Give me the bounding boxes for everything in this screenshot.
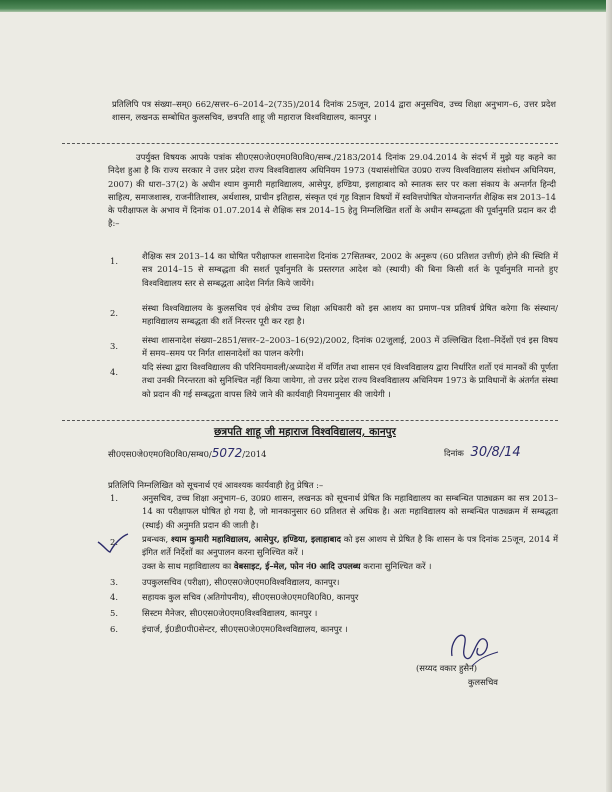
date-label: दिनांक — [444, 448, 464, 458]
copy-reference-line: प्रतिलिपि पत्र संख्या–सम्0 662/सत्तर–6–2014–2(735)/2014 दिनांक 25जून, 2014 द्वारा अनुसचिव, उच्च शिक्षा अनुभाग–6, उत्तर प्रदेश शासन, लखनऊ सम्बोधित कुलसचिव, छत्रपति शाहू जी महाराज विश्वविद्यालय, कानपुर । — [112, 99, 556, 123]
university-heading: छत्रपति शाहू जी महाराज विश्वविद्यालय, कानपुर — [214, 426, 396, 438]
check-mark-icon — [96, 532, 130, 554]
signatory-name: (सय्यद वकार हुसैन) — [416, 663, 478, 673]
copy-item-number: 1. — [110, 493, 118, 503]
date-line — [444, 446, 521, 460]
copy-item-number: 6. — [110, 624, 118, 634]
website-email-phone: वेबसाइट, ई–मेल, फोन नं0 आदि उपलब्ध — [233, 561, 361, 571]
copy-item-number: 4. — [110, 592, 118, 602]
top-green-band — [0, 0, 612, 12]
condition-number: 3. — [110, 341, 118, 351]
condition-number: 2. — [110, 308, 118, 318]
copy-item-number: 3. — [110, 577, 118, 587]
copy-item-rest: को इस आशय से प्रेषित है कि शासन के पत्र दिनांक 25जून, 2014 में इंगित शर्ते निर्देशों का अनुपालन करना सुनिश्चित करें । — [142, 534, 558, 558]
copy-item-text: इंचार्ज, ई0डी0पी0सेन्टर, सी0एस0जे0एम0विश्वविद्यालय, कानपुर । — [142, 624, 348, 634]
copy-item-prefix: उक्त के साथ महाविद्यालय का — [142, 561, 234, 571]
letter-number-year: /2014 — [242, 449, 267, 459]
signatory-title: कुलसचिव — [468, 677, 498, 687]
copy-item-text — [142, 560, 558, 573]
copy-item-number: 5. — [110, 608, 118, 618]
copy-item-text — [142, 533, 558, 560]
condition-text: संस्था शासनादेश संख्या–2851/सत्तर–2–2003–16(92)/2002, दिनांक 02जुलाई, 2003 में उल्लिखित दिशा–निर्देशों एवं इस विषय में समय–समय पर निर्गत शासनादेशों का पालन करेगी। — [142, 335, 558, 359]
copy-item-text: अनुसचिव, उच्च शिक्षा अनुभाग–6, उ0प्र0 शासन, लखनऊ को सूचनार्थ प्रेषित कि महाविद्यालय का सम्बन्धित पाठ्यक्रम का सत्र 2013–14 का परीक्षाफल घोषित हो गया है, जो मानकानुसार 60 प्रतिशत से अधिक है। अतः महाविद्यालय को सम्बन्धित पाठ्यक्रम में सम्बद्धता (स्थाई) की अनुमति प्रदान की जाती है। — [142, 493, 558, 530]
separator-middle — [62, 420, 558, 421]
copy-item-text: उपकुलसचिव (परीक्षा), सी0एस0जे0एम0विश्वविद्यालय, कानपुर। — [142, 577, 340, 587]
copy-item-prefix: प्रबन्धक, — [142, 534, 171, 544]
condition-number: 4. — [110, 367, 118, 377]
copy-item-text: सिस्टम मैनेजर, सी0एस0जे0एम0विश्वविद्यालय, कानपुर । — [142, 608, 318, 618]
date-handwritten: 30/8/14 — [470, 445, 521, 460]
condition-text: शैक्षिक सत्र 2013–14 का घोषित परीक्षाफल शासनादेश दिनांक 27सितम्बर, 2002 के अनुरूप (60 प्रतिशत उत्तीर्ण) होने की स्थिति में सत्र 2014–15 से सम्बद्धता की सशर्त पूर्वानुमति के प्रस्तरगत आदेश को (स्थायी) की बिना किसी शर्त के पूर्वानुमति मानते हुए विश्वविद्यालय स्तर से सम्बद्धता आदेश निर्गत किये जायेंगे। — [142, 251, 558, 288]
condition-text: यदि संस्था द्वारा विश्वविद्यालय की परिनियमावली/अध्यादेश में वर्णित तथा शासन एवं विश्वविद्यालय द्वारा निर्धारित शर्तो एवं मानकों की पूर्णता तथा उनकी निरन्तरता को सुनिश्चित नहीं किया जायेगा, तो उत्तर प्रदेश राज्य विश्वविद्यालय अधिनियम 1973 के प्राविधानों के अंतर्गत संस्था को प्रदान की गई सम्बद्धता वापस लिये जाने की कार्यवाही नियमानुसार की जायेगी । — [142, 362, 558, 399]
copy-item-text: सहायक कुल सचिव (अतिगोपनीय), सी0एस0जे0एम0वि0वि0, कानपुर — [142, 592, 359, 602]
college-name: श्याम कुमारी महाविद्यालय, आसेपुर, हण्डिया, इलाहाबाद — [170, 534, 341, 544]
copy-intro: प्रतिलिपि निम्नलिखित को सूचनार्थ एवं आवश्यक कार्यवाही हेतु प्रेषित :– — [108, 480, 324, 490]
condition-number: 1. — [110, 256, 118, 266]
intro-paragraph: उपर्युक्त विषयक आपके पत्रांक सी0एस0जे0एम0वि0वि0/सम्ब./2183/2014 दिनांक 29.04.2014 के संदर्भ में मुझे यह कहने का निदेश हुआ है कि राज्य सरकार ने उत्तर प्रदेश राज्य विश्वविद्यालय अधिनियम 1973 (यथासंशोधित उ0प्र0 राज्य विश्वविद्यालय संशोधन अधिनियम, 2007) की धारा–37(2) के अधीन श्याम कुमारी महाविद्यालय, आसेपुर, हण्डिया, इलाहाबाद को स्नातक स्तर पर कला संकाय के अन्तर्गत हिन्दी साहित्य, समाजशास्त्र, राजनीतिशास्त्र, अर्थशास्त्र, प्राचीन इतिहास, संस्कृत एवं गृह विज्ञान विषयों में स्ववित्तपोषित योजनान्तर्गत शैक्षिक सत्र 2013–14 के परीक्षाफल के अभाव में दिनांक 01.07.2014 से शैक्षिक सत्र 2014–15 हेतु निम्नलिखित शर्तो के अधीन सम्बद्धता की पूर्वानुमति प्रदान कर दी है:– — [108, 152, 556, 229]
letter-number-handwritten: 5072 — [211, 446, 243, 460]
copy-item-number: 2. — [110, 537, 118, 547]
page-edge-shadow — [606, 0, 612, 792]
condition-text: संस्था विश्वविद्यालय के कुलसचिव एवं क्षेत्रीय उच्च शिक्षा अधिकारी को इस आशय का प्रमाण–पत्र प्रतिवर्ष प्रेषित करेगा कि संस्थान/महाविद्यालय सम्बद्धता की शर्ते निरन्तर पूरी कर रहा है। — [142, 303, 558, 327]
separator-top — [62, 143, 558, 144]
letter-number-prefix: सी0एस0जे0एम0वि0वि0/सम्ब0/ — [108, 449, 212, 459]
letter-number-line — [108, 447, 266, 461]
copy-item-rest: कराना सुनिश्चित करें । — [360, 561, 432, 571]
